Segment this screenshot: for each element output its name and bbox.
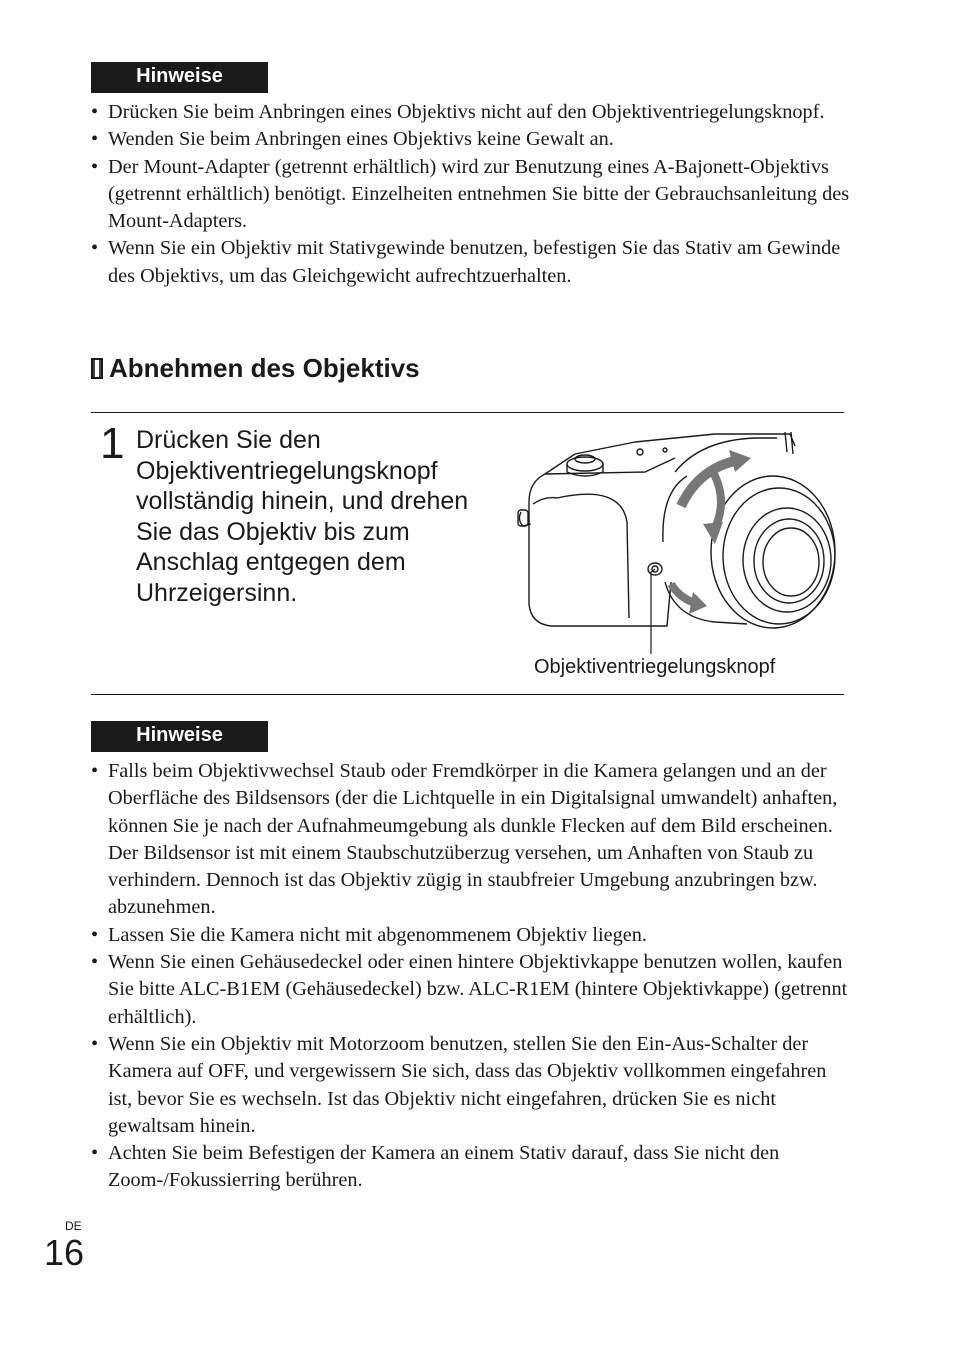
notes-badge-top: Hinweise bbox=[91, 62, 268, 93]
notes-list-bottom bbox=[91, 758, 851, 1195]
note-item: • Wenden Sie beim Anbringen eines Objektivs keine Gewalt an. bbox=[91, 126, 851, 153]
note-item: • Wenn Sie einen Gehäusedeckel oder einen hintere Objektivkappe benutzen wollen, kaufen Sie bitte ALC-B1EM (Gehäusedeckel) bzw. ALC-R1EM (hintere Objektivkappe) (getrennt erhältlich). bbox=[91, 949, 851, 1031]
page-language-code: DE bbox=[65, 1219, 82, 1233]
step-top-divider bbox=[91, 412, 844, 413]
step-number: 1 bbox=[100, 419, 125, 468]
step-bottom-divider bbox=[91, 694, 844, 695]
page-number: 16 bbox=[44, 1232, 85, 1273]
heading-marker-icon bbox=[91, 358, 103, 379]
step-instruction: Drücken Sie den Objektiventriegelungsknopf vollständig hinein, und drehen Sie das Objektiv bis zum Anschlag entgegen dem Uhrzeigersinn. bbox=[136, 426, 469, 607]
section-heading bbox=[91, 350, 420, 386]
note-item: • Der Mount-Adapter (getrennt erhältlich) wird zur Benutzung eines A-Bajonett-Objektivs (getrennt erhältlich) benötigt. Einzelheiten entnehmen Sie bitte der Gebrauchsanleitung des Mount-Adapters. bbox=[91, 154, 851, 236]
section-title: Abnehmen des Objektivs bbox=[109, 353, 420, 383]
notes-list-top bbox=[91, 99, 851, 290]
notes-badge-bottom: Hinweise bbox=[91, 721, 268, 752]
note-item: • Lassen Sie die Kamera nicht mit abgenommenem Objektiv liegen. bbox=[91, 922, 851, 949]
release-button-callout: Objektiventriegelungsknopf bbox=[534, 656, 776, 678]
note-item: • Drücken Sie beim Anbringen eines Objektivs nicht auf den Objektiventriegelungsknopf. bbox=[91, 99, 851, 126]
note-item: • Falls beim Objektivwechsel Staub oder Fremdkörper in die Kamera gelangen und an der Oberfläche des Bildsensors (der die Lichtquelle in ein Digitalsignal umwandelt) anhaften, können Sie je nach der Aufnahmeumgebung als dunkle Flecken auf dem Bild erscheinen. Der Bildsensor ist mit einem Staubschutzüberzug versehen, um Anhaften von Staub zu verhindern. Dennoch ist das Objektiv zügig in staubfreier Umgebung anzubringen bzw. abzunehmen. bbox=[91, 758, 851, 922]
note-item: • Wenn Sie ein Objektiv mit Stativgewinde benutzen, befestigen Sie das Stativ am Gewinde des Objektivs, um das Gleichgewicht aufrechtzuerhalten. bbox=[91, 235, 851, 290]
note-item: • Achten Sie beim Befestigen der Kamera an einem Stativ darauf, dass Sie nicht den Zoom-/Fokussierring berühren. bbox=[91, 1140, 851, 1195]
camera-lens-removal-illustration bbox=[515, 432, 845, 662]
note-item: • Wenn Sie ein Objektiv mit Motorzoom benutzen, stellen Sie den Ein-Aus-Schalter der Kamera auf OFF, und vergewissern Sie sich, dass das Objektiv vollkommen eingefahren ist, bevor Sie es wechseln. Ist das Objektiv nicht eingefahren, drücken Sie es nicht gewaltsam hinein. bbox=[91, 1031, 851, 1140]
